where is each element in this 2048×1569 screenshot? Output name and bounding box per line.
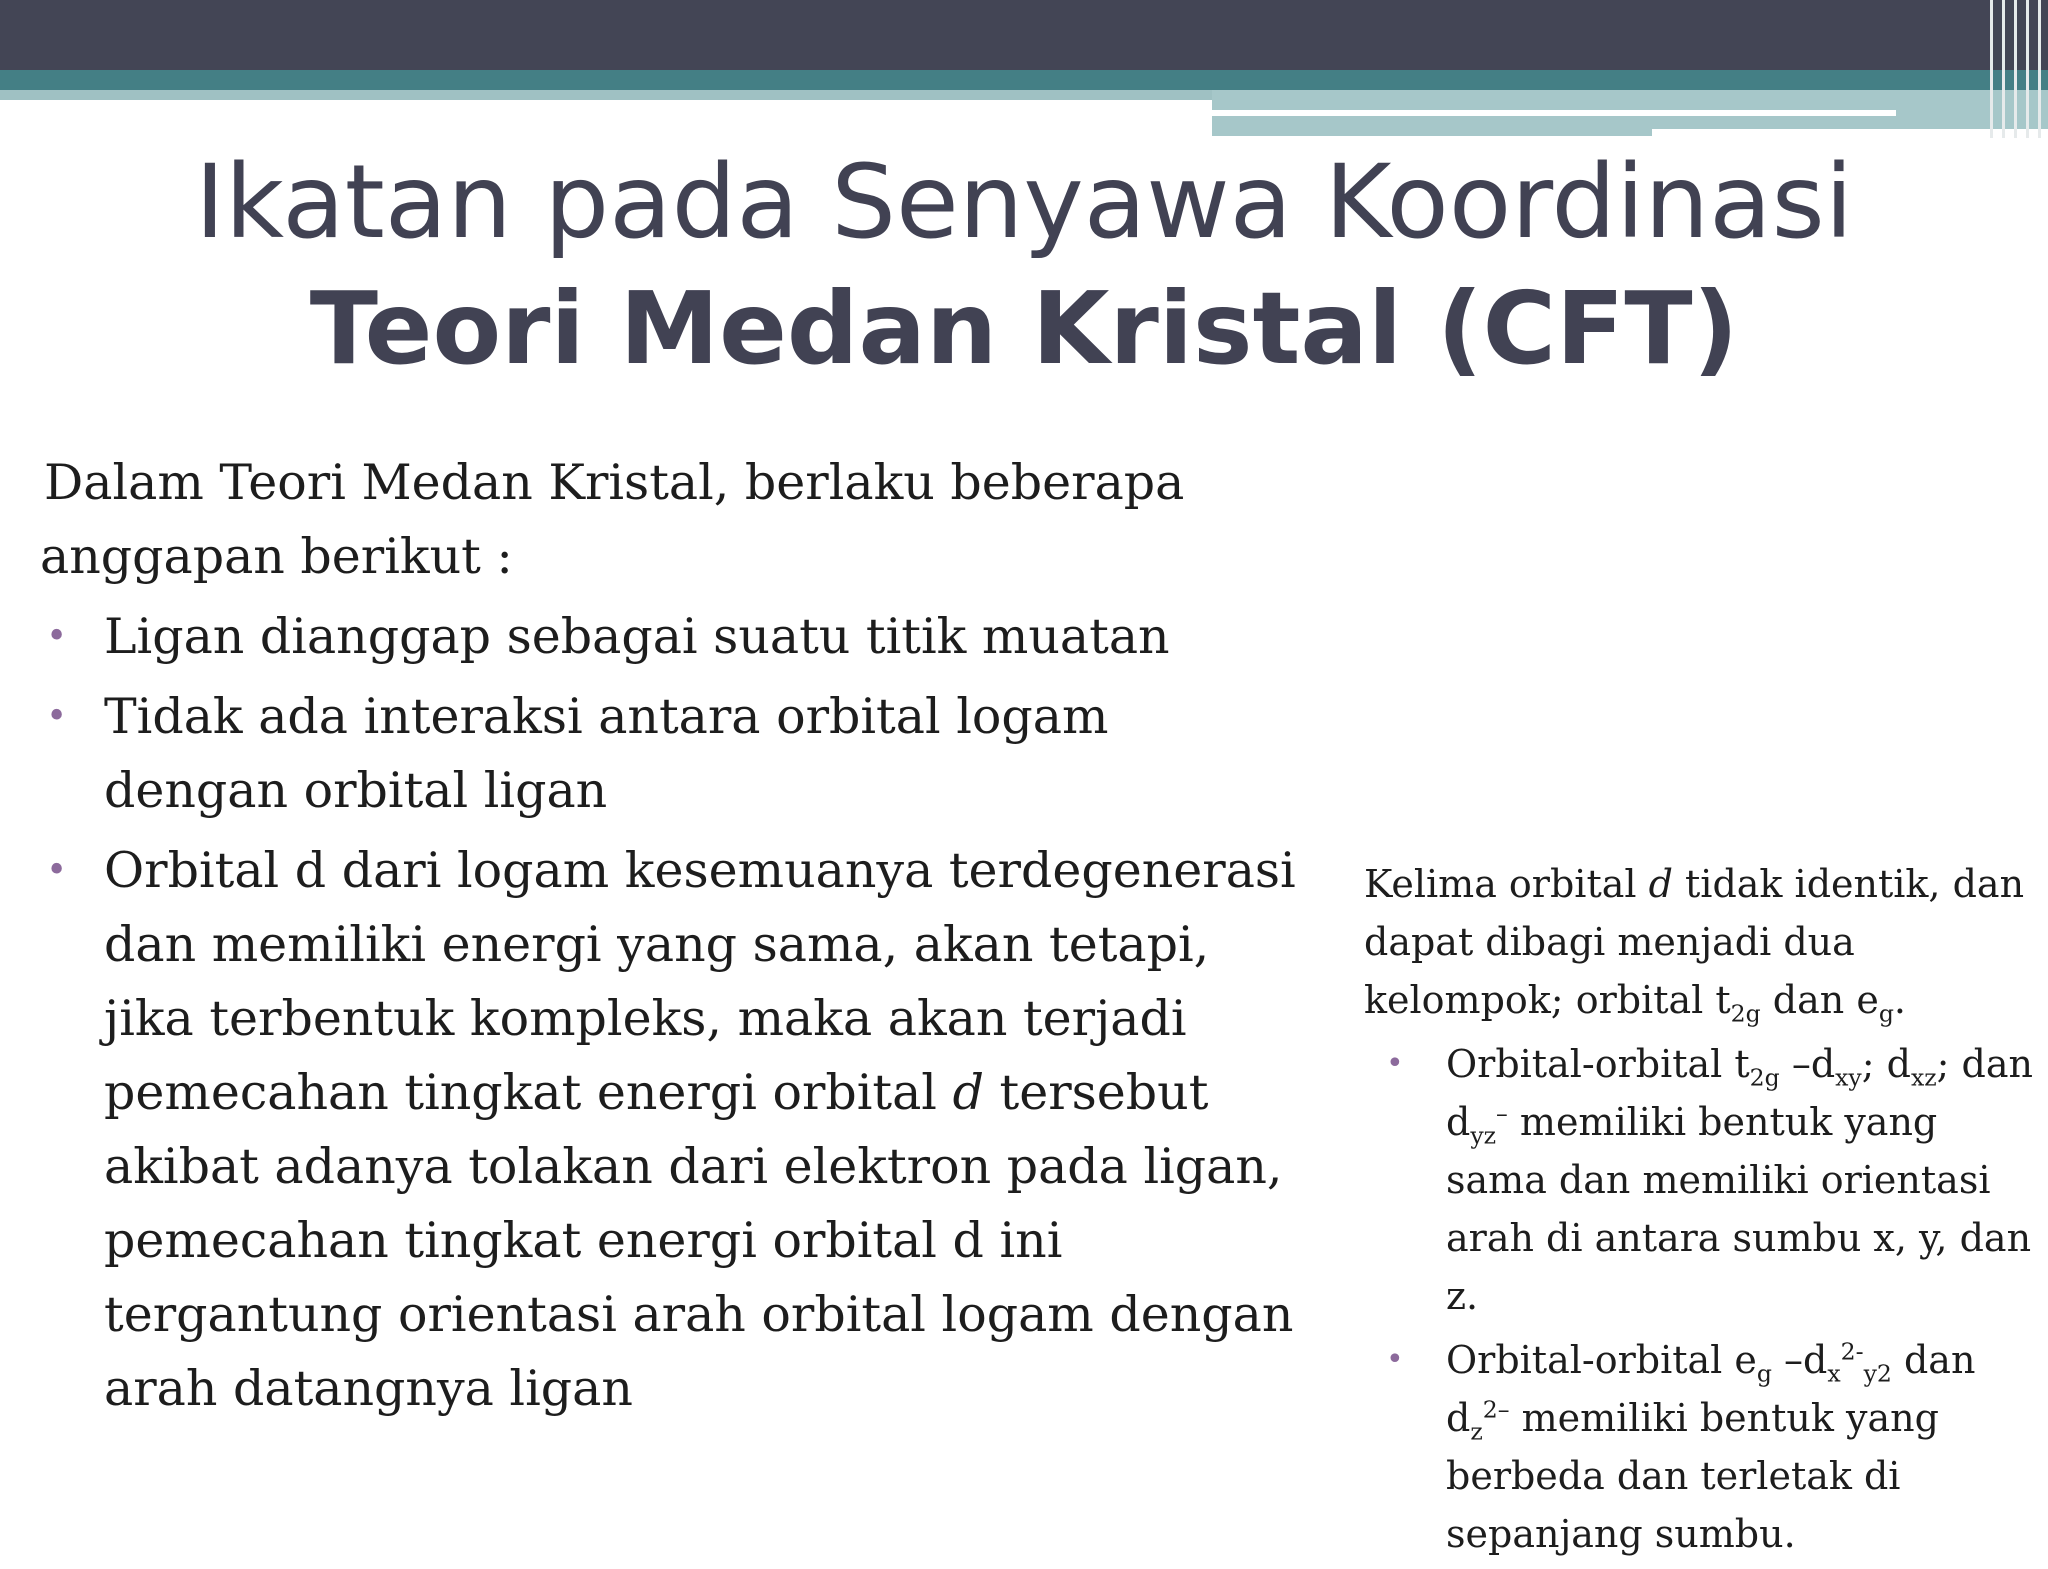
intro-line1: Dalam Teori Medan Kristal, berlaku beberapa: [44, 454, 1185, 511]
list-item: [40, 834, 1300, 1426]
bullet-icon: •: [46, 696, 68, 737]
slide-title-line2: Teori Medan Kristal (CFT): [309, 270, 1739, 387]
orbital-group-list: [1364, 1035, 2048, 1563]
bullet-icon: •: [46, 850, 68, 891]
slide-title: [0, 140, 2048, 392]
list-item-text: Tidak ada interaksi antara orbital logam dengan orbital ligan: [104, 688, 1109, 819]
bullet-icon: •: [46, 616, 68, 657]
intro-paragraph: [40, 446, 1300, 594]
list-item: [40, 600, 1300, 674]
header-band-teal: [0, 70, 2048, 90]
header-stripes-decoration: [1986, 0, 2048, 138]
orbital-intro: Kelima orbital d tidak identik, dan dapat dibagi menjadi dua kelompok; orbital $t_{2g}$ dan $e_g$.: [1364, 862, 2025, 1028]
slide-title-line1: Ikatan pada Senyawa Koordinasi: [194, 143, 1854, 262]
header-band-white-line: [1212, 110, 1896, 116]
list-item-text: Orbital-orbital $t_{2g}$ $-d_{xy}$; $d_{xz}$; dan $d_{yz}^-$ memiliki bentuk yang sama dan memiliki orientasi arah di antara sumbu x, y, dan z.: [1446, 1042, 2033, 1318]
right-panel: [1364, 855, 2048, 1569]
bullet-icon: •: [1386, 1342, 1404, 1377]
list-item: [40, 680, 1300, 828]
header-band-light-left: [0, 90, 1212, 100]
bullet-icon: •: [1386, 1046, 1404, 1081]
assumption-list: [40, 600, 1300, 1426]
intro-line2: anggapan berikut :: [40, 528, 513, 585]
list-item-text: Orbital-orbital $e_g$ $-d_x^{2-}_{y2}$ dan $d_z^{2-}$ memiliki bentuk yang berbeda dan terletak di sepanjang sumbu.: [1446, 1337, 1976, 1556]
list-item: [1364, 1331, 2048, 1563]
list-item-text: Orbital d dari logam kesemuanya terdegenerasi dan memiliki energi yang sama, akan tetapi, jika terbentuk kompleks, maka akan terjadi pemecahan tingkat energi orbital d tersebut akibat adanya tolakan dari elektron pada ligan, pemecahan tingkat energi orbital d ini tergantung orientasi arah orbital logam dengan arah datangnya ligan: [104, 842, 1296, 1417]
list-item-text: Ligan dianggap sebagai suatu titik muatan: [104, 608, 1170, 665]
list-item: [1364, 1035, 2048, 1325]
header-band-dark: [0, 0, 2048, 70]
left-body: [40, 446, 1300, 1432]
